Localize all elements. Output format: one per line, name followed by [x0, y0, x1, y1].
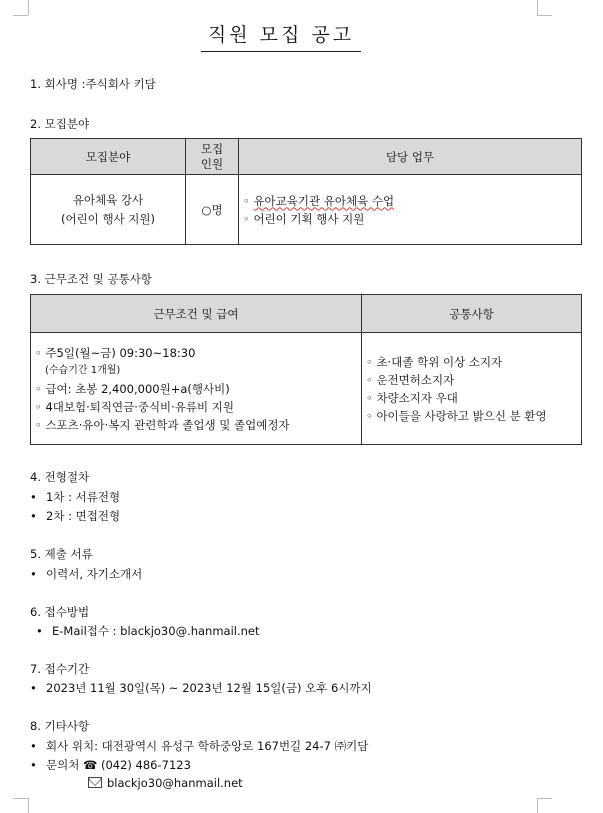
documents-heading: 5. 제출 서류: [30, 547, 93, 561]
common-conditions: [362, 333, 582, 445]
documents-item: • 이력서, 자기소개서: [30, 566, 142, 582]
duty-item: ◦ 어린이 기획 행사 지원: [243, 210, 577, 228]
process-item: • 2차 : 면접전형: [30, 508, 120, 524]
company-line: [30, 76, 156, 92]
recruit-field-line1: 유아체육 강사: [72, 192, 144, 207]
common-item: ◦ 운전면허소지자: [366, 371, 577, 389]
work-item: ◦ 4대보험·퇴직연금·중식비·유류비 지원: [35, 398, 357, 416]
work-item: ◦ 주5일(월~금) 09:30~18:30: [35, 344, 357, 362]
recruit-header-count: 모집 인원: [186, 139, 239, 175]
etc-heading: 8. 기타사항: [30, 719, 90, 733]
common-item: ◦ 차량소지자 우대: [366, 389, 577, 407]
process-heading: 4. 전형절차: [30, 470, 90, 484]
recruit-duties: [239, 175, 582, 245]
conditions-table: [30, 294, 582, 445]
recruit-table: [30, 138, 582, 245]
conditions-heading: 3. 근무조건 및 공통사항: [30, 272, 152, 286]
common-item: ◦ 초·대졸 학위 이상 소지자: [366, 353, 577, 371]
etc-address: • 회사 위치: 대전광역시 유성구 학하중앙로 167번길 24-7 ㈜키담: [30, 738, 368, 754]
etc-email-line: [88, 776, 243, 790]
conditions-header-common: 공통사항: [362, 295, 582, 333]
recruit-count: ○명: [186, 175, 239, 245]
conditions-header-work: 근무조건 및 급여: [31, 295, 362, 333]
company-value: 주식회사 키담: [85, 77, 156, 91]
common-item: ◦ 아이들을 사랑하고 밝으신 분 환영: [366, 407, 577, 425]
etc-email: blackjo30@hanmail.net: [107, 776, 243, 790]
recruit-header-field: 모집분야: [31, 139, 186, 175]
duty-item: ◦ 유아교육기관 유아체육 수업: [243, 192, 577, 210]
company-label: 1. 회사명 :: [30, 77, 86, 91]
work-conditions: [31, 333, 362, 445]
apply-item: • E-Mail접수 : blackjo30@.hanmail.net: [30, 623, 260, 639]
page-title: 직원 모집 공고: [201, 20, 361, 52]
mail-icon: [88, 777, 102, 788]
period-item: • 2023년 11월 30일(목) ~ 2023년 12월 15일(금) 오후 6시까지: [30, 680, 372, 696]
apply-heading: 6. 접수방법: [30, 605, 90, 619]
period-heading: 7. 접수기간: [30, 662, 90, 676]
recruit-header-duty: 담당 업무: [239, 139, 582, 175]
work-item: ◦ 스포츠·유아·복지 관련학과 졸업생 및 졸업예정자: [35, 416, 357, 434]
recruit-field-cell: [31, 175, 186, 245]
recruit-field-line2: (어린이 행사 지원): [60, 211, 156, 226]
process-item: • 1차 : 서류전형: [30, 489, 120, 505]
etc-contact: • 문의처 ☎ (042) 486-7123: [30, 757, 191, 773]
recruit-heading: 2. 모집분야: [30, 117, 90, 131]
work-item-probation: (수습기간 1개월): [45, 364, 121, 376]
work-item: ◦ 급여: 초봉 2,400,000원+a(행사비): [35, 380, 357, 398]
